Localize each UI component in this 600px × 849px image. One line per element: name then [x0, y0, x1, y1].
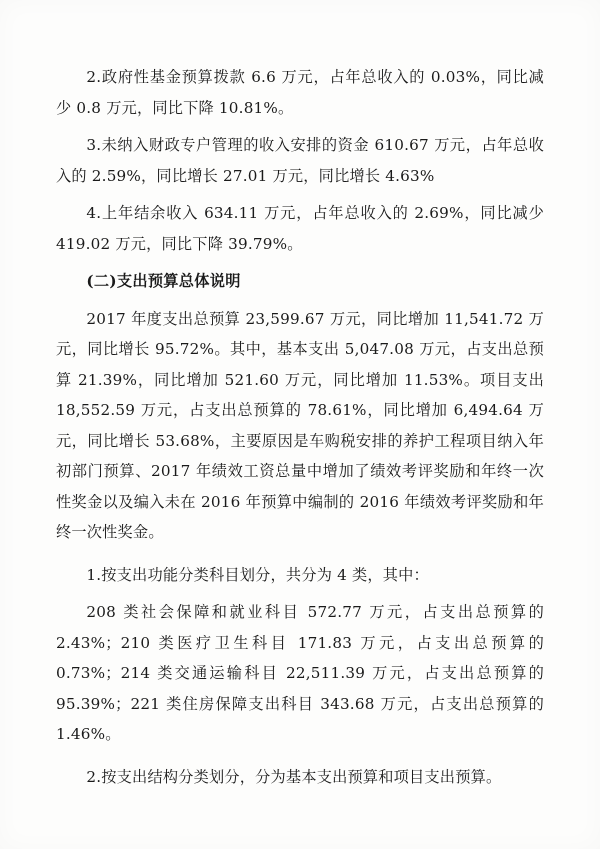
paragraph-function-classification: 1.按支出功能分类科目划分，共分为 4 类，其中：: [86, 565, 429, 584]
paragraph-spacer: [56, 191, 544, 198]
paragraph-spacer: [56, 750, 544, 762]
paragraph-spacer: [56, 548, 544, 560]
document-body: [56, 62, 544, 792]
paragraph-spacer: [56, 123, 544, 130]
paragraph-spacer: [56, 297, 544, 304]
paragraph-spacer: [56, 259, 544, 266]
paragraph-spacer: [56, 590, 544, 597]
paragraph-structure-classification: 2.按支出结构分类划分，分为基本支出预算和项目支出预算。: [86, 767, 502, 786]
section-heading-expenditure-overview: (二)支出预算总体说明: [86, 272, 241, 290]
paragraph-special-account: 3.未纳入财政专户管理的收入安排的资金 610.67 万元，占年总收入的 2.59%，同比增长 27.01 万元，同比增长 4.63%: [56, 136, 544, 185]
paragraph-function-detail: 208 类社会保障和就业科目 572.77 万元，占支出总预算的 2.43%；210 类医疗卫生科目 171.83 万元，占支出总预算的 0.73%；214 类交通运输科目 22,511.39 万元，占支出总预算的 95.39%；221 类住房保障支出科目 343.68 万元，占支出总预算的 1.46%。: [56, 603, 544, 743]
paragraph-gov-fund: 2.政府性基金预算拨款 6.6 万元，占年总收入的 0.03%，同比减少 0.8 万元，同比下降 10.81%。: [56, 68, 544, 117]
paragraph-carryover: 4.上年结余收入 634.11 万元，占年总收入的 2.69%，同比减少 419.02 万元，同比下降 39.79%。: [56, 204, 544, 253]
paragraph-expenditure-total: 2017 年度支出总预算 23,599.67 万元，同比增加 11,541.72 万元，同比增长 95.72%。其中，基本支出 5,047.08 万元，占支出总预算 21.39%，同比增加 521.60 万元，同比增加 11.53%。项目支出 18,552.59 万元，占支出总预算的 78.61%，同比增加 6,494.64 万元，同比增长 53.68%，主要原因是车购税安排的养护工程项目纳入年初部门预算、2017 年绩效工资总量中增加了绩效考评奖励和年终一次性奖金以及编入未在 2016 年预算中编制的 2016 年绩效考评奖励和年终一次性奖金。: [56, 309, 544, 541]
